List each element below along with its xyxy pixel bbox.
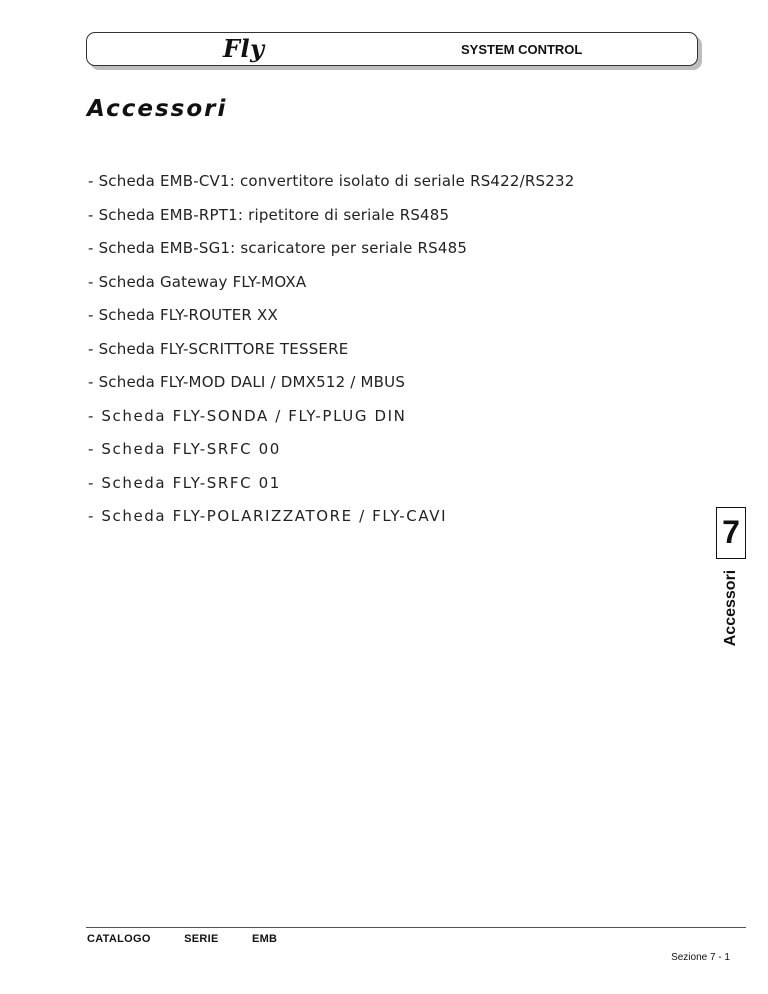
- list-item: - Scheda EMB-RPT1: ripetitore di seriale RS485: [88, 205, 450, 224]
- header-label: SYSTEM CONTROL: [461, 42, 583, 57]
- section-side-label: Accessori: [722, 569, 739, 647]
- page-title: Accessori: [87, 96, 228, 122]
- list-item: - Scheda EMB-CV1: convertitore isolato di seriale RS422/RS232: [88, 172, 575, 190]
- section-tab: [716, 507, 746, 559]
- list-item: - Scheda FLY-SONDA / FLY-PLUG DIN: [88, 406, 407, 425]
- footer-series-value: EMB: [251, 933, 278, 945]
- list-item: - Scheda EMB-SG1: scaricatore per seriale RS485: [88, 239, 468, 257]
- list-item: - Scheda FLY-ROUTER XX: [88, 306, 278, 324]
- list-item: - Scheda FLY-MOD DALI / DMX512 / MBUS: [88, 373, 406, 391]
- list-item: - Scheda FLY-SRFC 00: [88, 440, 281, 458]
- list-item: - Scheda FLY-POLARIZZATORE / FLY-CAVI: [88, 507, 448, 525]
- brand-logo: Fly: [223, 34, 265, 63]
- page-number: Sezione 7 - 1: [671, 952, 730, 963]
- accessory-list: [88, 170, 574, 539]
- list-item: - Scheda Gateway FLY-MOXA: [88, 272, 307, 291]
- footer-catalog: CATALOGO: [87, 933, 151, 945]
- footer-catalog-info: [87, 933, 307, 945]
- page-header: [86, 32, 698, 66]
- list-item: - Scheda FLY-SRFC 01: [88, 473, 281, 492]
- section-number: 7: [722, 514, 740, 550]
- list-item: - Scheda FLY-SCRITTORE TESSERE: [88, 339, 349, 358]
- footer-divider: [86, 927, 746, 928]
- footer-series-label: SERIE: [184, 933, 219, 945]
